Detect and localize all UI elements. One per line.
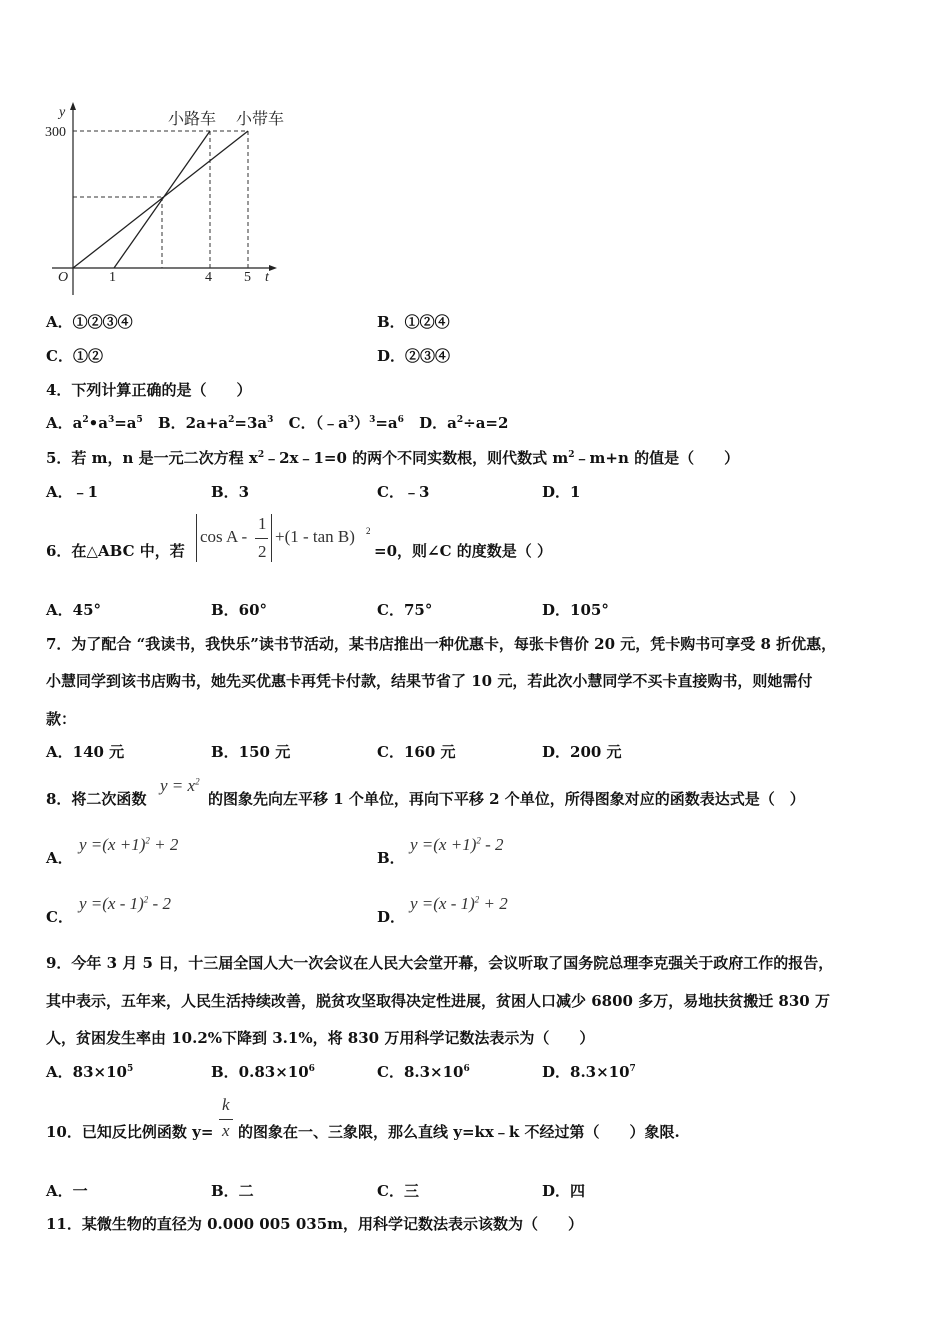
q7-option-c: C．160 元 bbox=[377, 743, 456, 761]
q4-options bbox=[46, 412, 508, 433]
q7-option-d: D．200 元 bbox=[542, 743, 622, 761]
t-axis-arrow bbox=[269, 265, 277, 271]
q10-option-b: B．二 bbox=[211, 1182, 254, 1200]
q6-option-b: B．60° bbox=[211, 601, 268, 619]
q8-stem-pre: 8．将二次函数 bbox=[46, 790, 147, 808]
q6-stem-post: =0，则∠C 的度数是（ ） bbox=[374, 542, 552, 560]
q6-frac-den: 2 bbox=[258, 542, 267, 561]
q10-frac-num: k bbox=[222, 1095, 230, 1114]
q10-option-c: C．三 bbox=[377, 1182, 419, 1200]
q6-option-a: A．45° bbox=[46, 601, 102, 619]
q9-line-2: 其中表示，五年来，人民生活持续改善，脱贫攻坚取得决定性进展，贫困人口减少 6800 多万，易地扶贫搬迁 830 万 bbox=[46, 992, 830, 1010]
q10-stem-post: 的图象在一、三象限，那么直线 y=kx﹣k 不经过第（ ）象限. bbox=[238, 1123, 680, 1141]
q6-option-d: D．105° bbox=[542, 601, 609, 619]
q9-option-d: D．$8.3\times 10^7$ bbox=[542, 1063, 636, 1081]
label-xiaodai: 小带车 bbox=[236, 111, 285, 128]
q8-option-d-formula: y =(x - 1)$^2$ + 2 bbox=[410, 894, 508, 913]
q7-option-a: A．140 元 bbox=[46, 743, 125, 761]
q10-option-d: D．四 bbox=[542, 1182, 586, 1200]
q5-option-d: D．1 bbox=[542, 483, 581, 501]
q6-frac-num: 1 bbox=[258, 514, 267, 533]
x-tick-5: 5 bbox=[244, 270, 251, 285]
q10-option-a: A．一 bbox=[46, 1182, 88, 1200]
q4-option-b: B．$2a+a^2=3a^3$ bbox=[158, 414, 274, 432]
q6-option-c: C．75° bbox=[377, 601, 433, 619]
q3-option-b: B．①②④ bbox=[377, 313, 450, 331]
q9-line-1: 9．今年 3 月 5 日，十三届全国人大一次会议在人民大会堂开幕，会议听取了国务院总理李克强关于政府工作的报告， bbox=[46, 954, 834, 972]
t-axis-label: t bbox=[265, 270, 269, 285]
q5-option-a: A．﹣1 bbox=[46, 483, 99, 501]
q10-stem-pre: 10．已知反比例函数 y= bbox=[46, 1123, 214, 1141]
q6-tan-exp: 2 bbox=[366, 526, 371, 536]
q5-stem: 5．若 m，n 是一元二次方程 $x^2﹣2x﹣1=0$ 的两个不同实数根，则代数式 $m^2﹣m+n$ 的值是（ ） bbox=[46, 449, 740, 467]
q9-option-a: A．$83\times 10^5$ bbox=[46, 1063, 134, 1081]
x-tick-4: 4 bbox=[205, 270, 212, 285]
q10-frac-den: x bbox=[222, 1121, 230, 1140]
q3-option-c: C．①② bbox=[46, 347, 103, 365]
q8-option-b-formula: $y =(x +1)^2 - 2$ bbox=[410, 835, 504, 854]
q6-frac-bar bbox=[255, 538, 268, 539]
q4-option-a: A．$a^2•a^3=a^5$ bbox=[46, 414, 143, 432]
q8-option-a-formula: $y =(x +1)^2 + 2$ bbox=[79, 835, 179, 854]
q8-formula: $y = x^2$ bbox=[160, 776, 200, 795]
q7-line-2: 小慧同学到该书店购书，她先买优惠卡再凭卡付款，结果节省了 10 元，若此次小慧同学不买卡直接购书，则她需付 bbox=[46, 672, 813, 690]
q7-option-b: B．150 元 bbox=[211, 743, 291, 761]
q6-cos-term: cos A - bbox=[200, 527, 248, 546]
q8-option-d-label: D． bbox=[377, 908, 406, 926]
q3-option-a: A．①②③④ bbox=[46, 313, 133, 331]
q8-option-c-formula: y =(x - 1)$^2$ - 2 bbox=[79, 894, 171, 913]
label-xiaolu: 小路车 bbox=[168, 111, 217, 128]
q7-line-1: 7．为了配合 “我读书，我快乐”读书节活动，某书店推出一种优惠卡，每张卡售价 20 元，凭卡购书可享受 8 折优惠， bbox=[46, 635, 837, 653]
q5-option-b: B．3 bbox=[211, 483, 250, 501]
q4-option-c: C．$(﹣a^3)^3=a^6$ bbox=[288, 414, 404, 432]
q6-abs-right-bar bbox=[271, 514, 272, 562]
q8-option-a-label: A． bbox=[46, 849, 73, 867]
y-axis-label: y bbox=[59, 105, 66, 120]
origin-label: O bbox=[58, 270, 69, 285]
q3-option-d: D．②③④ bbox=[377, 347, 451, 365]
q8-option-c-label: C． bbox=[46, 908, 73, 926]
line-xiaodai bbox=[73, 131, 248, 268]
q4-option-d: D．$a^2\div a=2$ bbox=[419, 414, 509, 432]
q8-option-b-label: B． bbox=[377, 849, 405, 867]
q6-abs-left-bar bbox=[196, 514, 197, 562]
q9-option-b: B．$0.83\times 10^6$ bbox=[211, 1063, 315, 1081]
q9-line-3: 人，贫困发生率由 10.2%下降到 3.1%，将 830 万用科学记数法表示为（ ） bbox=[46, 1029, 595, 1047]
q7-line-3: 款： bbox=[46, 710, 77, 728]
q4-stem: 4．下列计算正确的是（ ） bbox=[46, 381, 252, 399]
q8-stem-post: 的图象先向左平移 1 个单位，再向下平移 2 个单位，所得图象对应的函数表达式是（ ） bbox=[208, 790, 805, 808]
y-axis-arrow bbox=[70, 102, 76, 110]
q5-option-c: C．﹣3 bbox=[377, 483, 430, 501]
q10-frac-bar bbox=[219, 1119, 233, 1120]
distance-time-graph bbox=[40, 98, 300, 298]
q9-option-c: C．$8.3\times 10^6$ bbox=[377, 1063, 470, 1081]
x-tick-1: 1 bbox=[109, 270, 116, 285]
q11-stem: 11．某微生物的直径为 0.000 005 035m，用科学记数法表示该数为（ ） bbox=[46, 1215, 584, 1233]
q6-tan-term: +(1 - tan B) bbox=[275, 527, 355, 546]
y-tick-300: 300 bbox=[45, 125, 66, 140]
q6-stem-pre: 6．在△ABC 中，若 bbox=[46, 542, 185, 560]
